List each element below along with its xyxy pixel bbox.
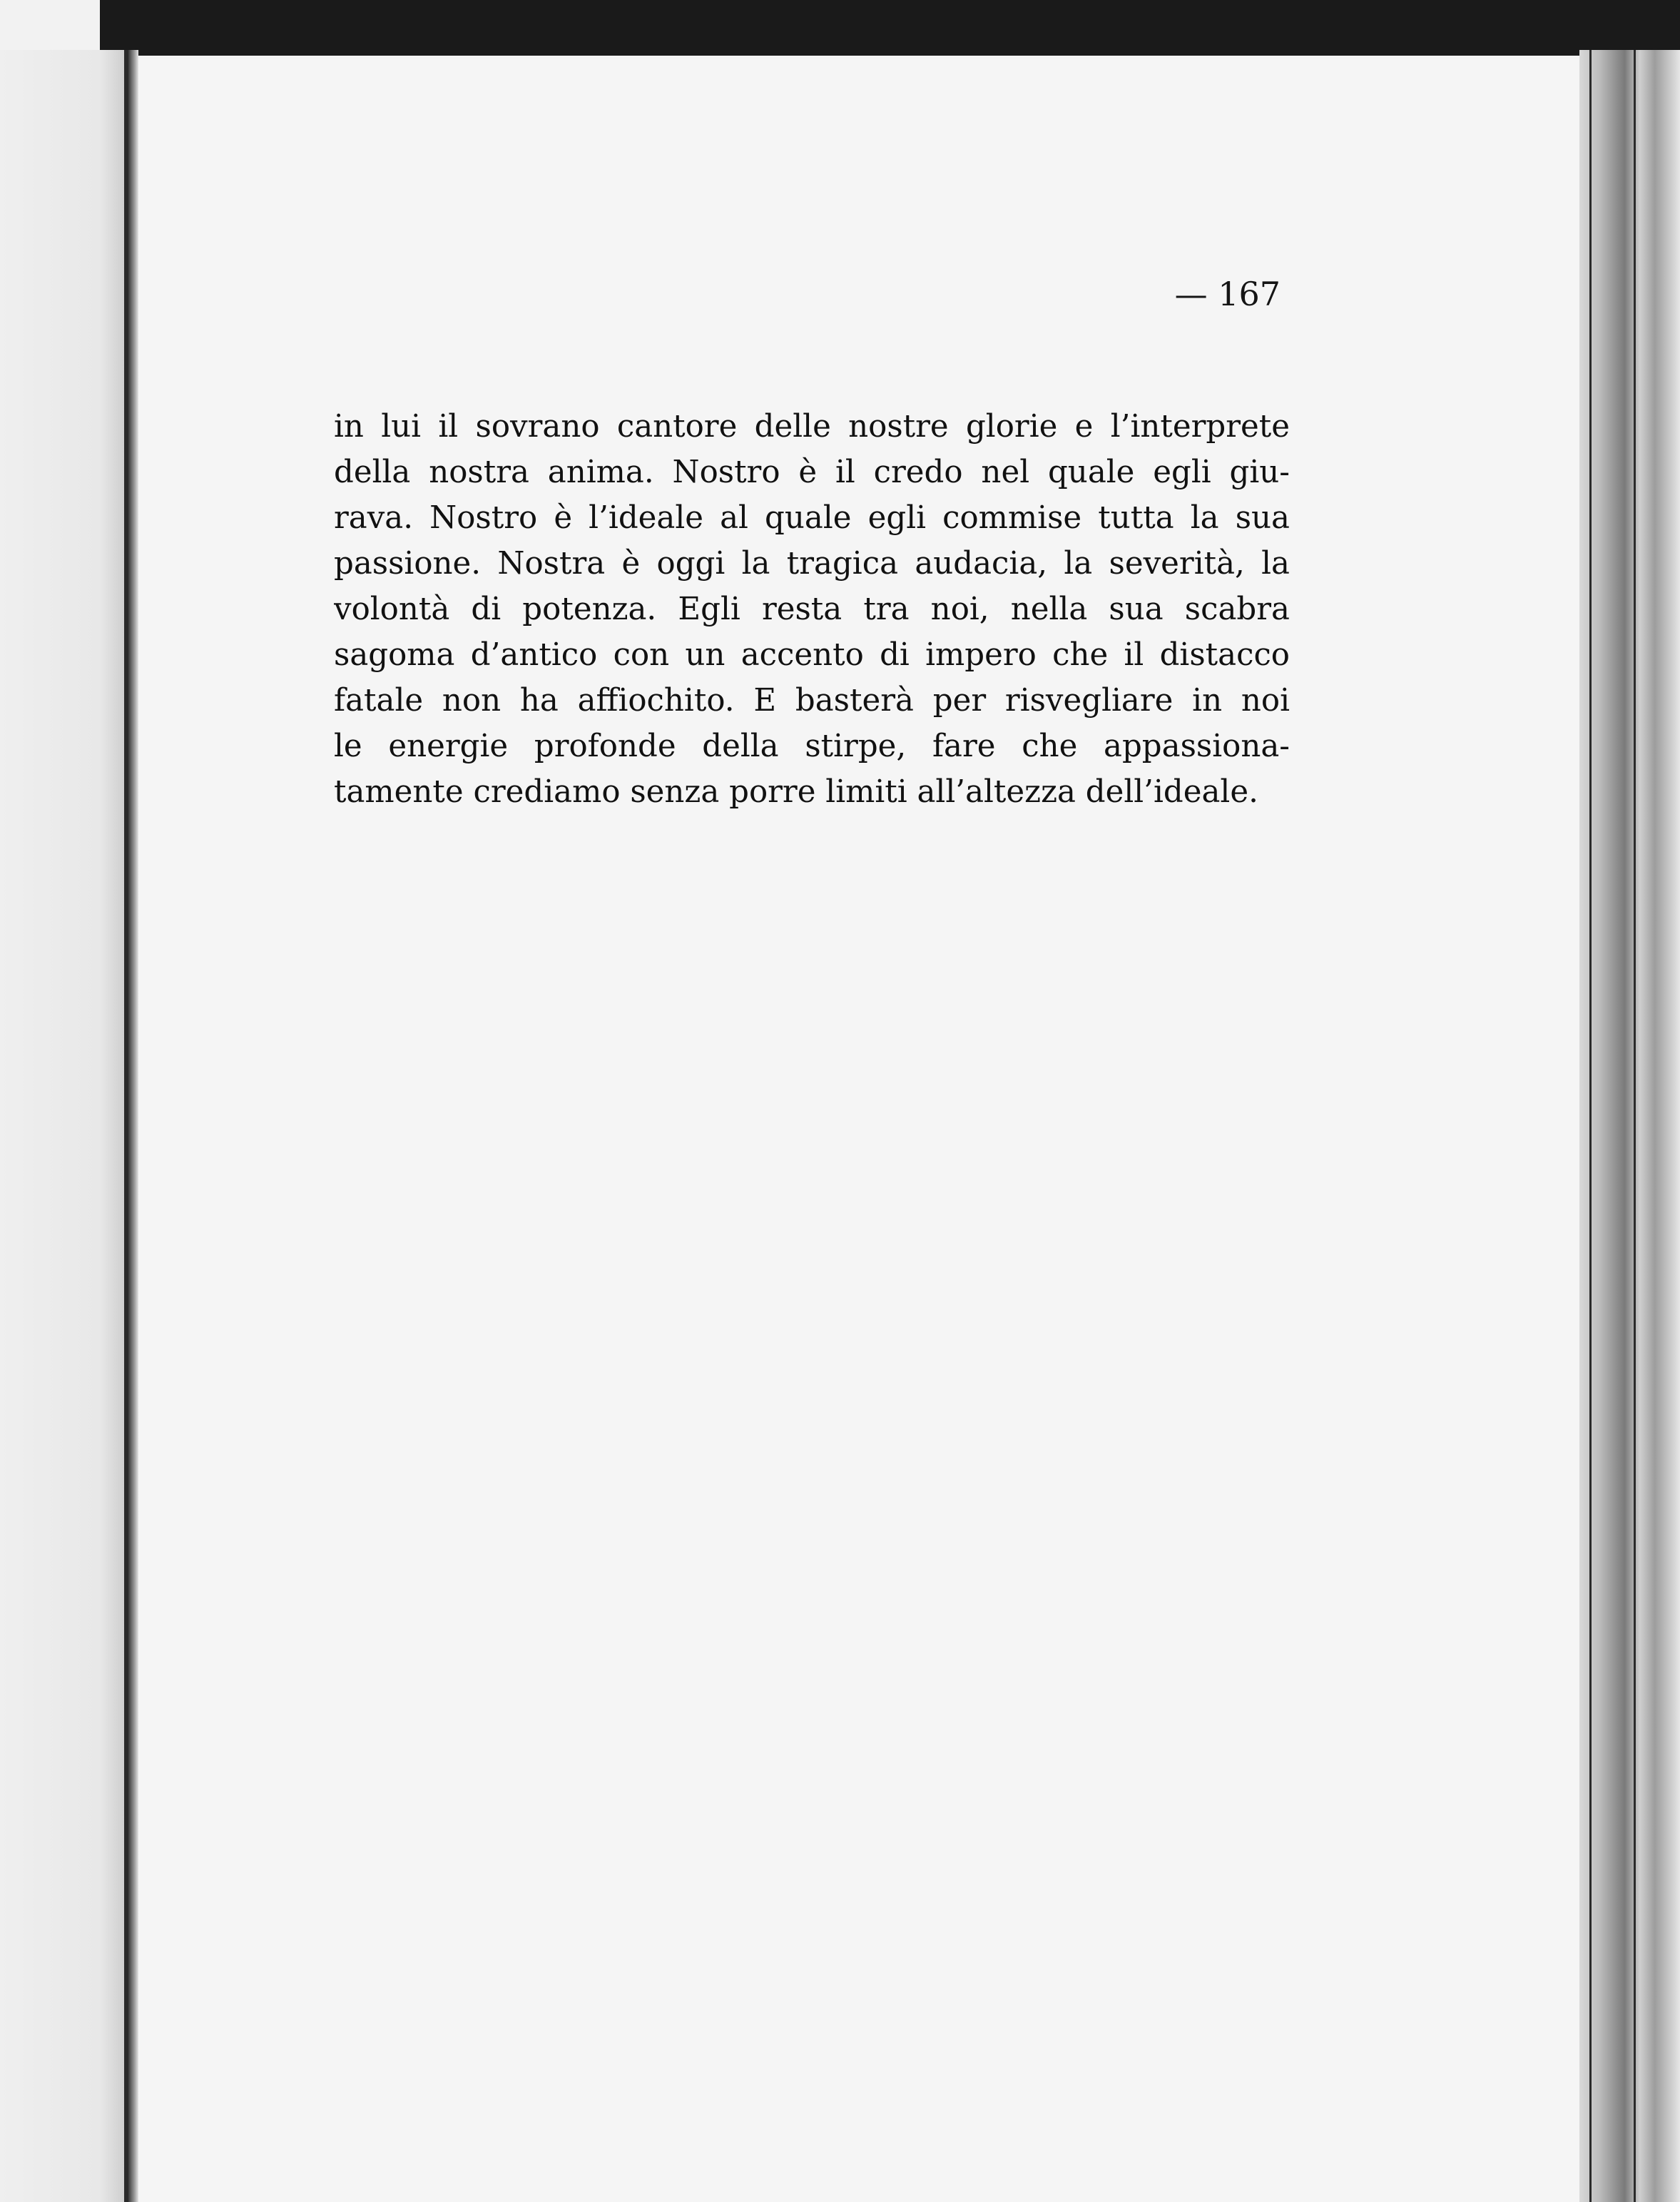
text-line: fatale non ha affiochito. E basterà per risvegliare in noi [334,683,1290,719]
body-paragraph [334,404,1290,815]
scanner-background-top [0,0,1680,56]
left-page-surface [0,50,124,2202]
page-edge-line [1634,50,1636,2202]
right-page [138,59,1579,2202]
text-line: le energie profonde della stirpe, fare che appassiona- [334,729,1290,764]
text-line: della nostra anima. Nostro è il credo nel quale egli giu- [334,455,1290,490]
text-line: in lui il sovrano cantore delle nostre glorie e l’interprete [334,409,1290,445]
text-line: tamente crediamo senza porre limiti all’altezza dell’ideale. [334,774,1258,810]
scanner-background-corner [0,0,100,50]
text-line: sagoma d’antico con un accento di impero che il distacco [334,637,1290,673]
page-number: — 167 [1174,275,1281,313]
text-line: passione. Nostra è oggi la tragica audacia, la severità, la [334,546,1290,582]
page-edges-stack [1579,50,1680,2202]
book-gutter [128,50,138,2202]
text-line: rava. Nostro è l’ideale al quale egli commise tutta la sua [334,500,1290,536]
text-line: volontà di potenza. Egli resta tra noi, nella sua scabra [334,592,1290,627]
left-facing-page [0,50,128,2202]
page-edge-line [1589,50,1592,2202]
